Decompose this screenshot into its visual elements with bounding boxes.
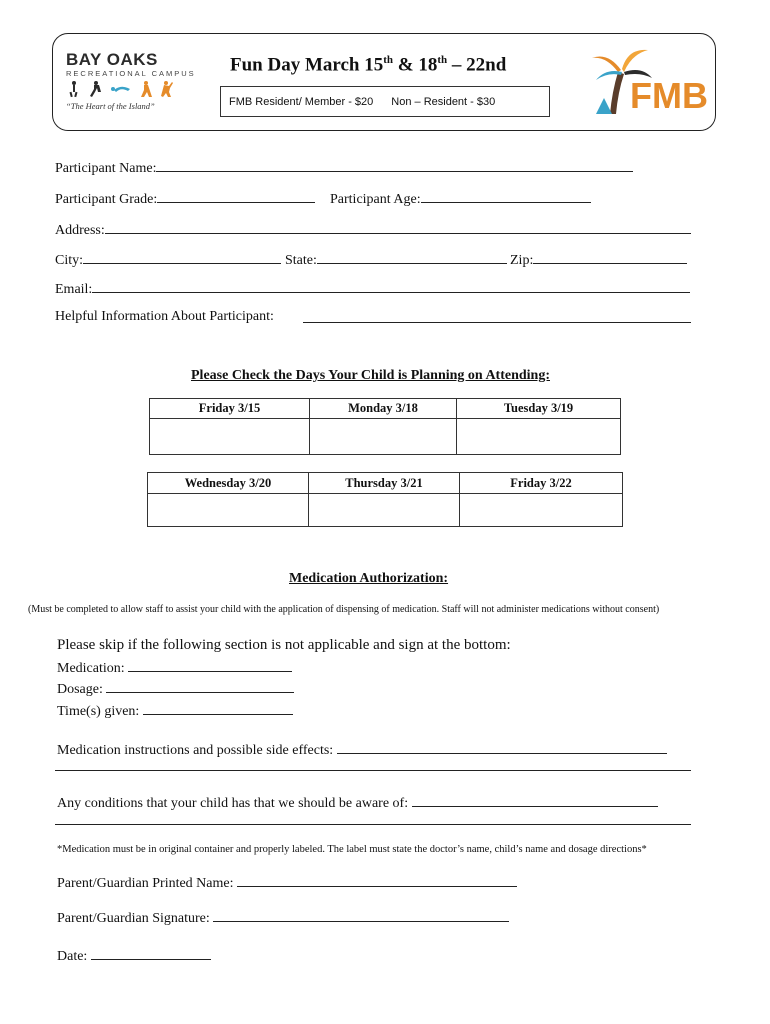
city-line[interactable] (83, 250, 281, 264)
medication-title: Medication Authorization: (289, 571, 449, 586)
day-header-wednesday-320: Wednesday 3/20 (148, 473, 309, 494)
day-checkbox-friday-322[interactable] (460, 494, 623, 527)
logo-brand: BAY OAKS (66, 50, 158, 69)
state-field[interactable]: State: (285, 250, 507, 269)
price-nonresident: Non – Resident - $30 (391, 95, 496, 108)
conditions-line-2[interactable] (55, 811, 691, 830)
helpful-info-field[interactable]: Helpful Information About Participant: (55, 309, 274, 324)
day-checkbox-monday-318[interactable] (310, 419, 457, 455)
dosage-field[interactable]: Dosage: (57, 679, 294, 698)
day-header-thursday-321: Thursday 3/21 (309, 473, 460, 494)
logo-tagline: “The Heart of the Island” (66, 101, 155, 111)
medication-field[interactable]: Medication: (57, 658, 292, 677)
date-field[interactable]: Date: (57, 946, 211, 965)
participant-name-line[interactable] (156, 158, 633, 172)
printed-name-line[interactable] (237, 873, 517, 887)
fmb-logo (588, 42, 708, 122)
day-checkbox-thursday-321[interactable] (309, 494, 460, 527)
days-table-1 (149, 398, 621, 455)
day-checkbox-tuesday-319[interactable] (457, 419, 621, 455)
participant-grade-line[interactable] (157, 189, 315, 203)
times-given-field[interactable]: Time(s) given: (57, 701, 293, 720)
day-header-monday-318: Monday 3/18 (310, 399, 457, 419)
zip-line[interactable] (533, 250, 687, 264)
printed-name-field[interactable]: Parent/Guardian Printed Name: (57, 873, 517, 892)
address-line[interactable] (105, 220, 691, 234)
helpful-info-line[interactable] (303, 309, 691, 328)
state-line[interactable] (317, 250, 507, 264)
instructions-line-2[interactable] (55, 757, 691, 776)
address-field[interactable]: Address: (55, 220, 691, 239)
participant-grade-field[interactable]: Participant Grade: (55, 189, 315, 208)
email-line[interactable] (92, 279, 690, 293)
signature-field[interactable]: Parent/Guardian Signature: (57, 908, 509, 927)
participant-age-line[interactable] (421, 189, 591, 203)
day-header-tuesday-319: Tuesday 3/19 (457, 399, 621, 419)
price-resident: FMB Resident/ Member - $20 (229, 95, 374, 108)
signature-line[interactable] (213, 908, 509, 922)
date-line[interactable] (91, 946, 211, 960)
instructions-field[interactable]: Medication instructions and possible side effects: (57, 740, 667, 759)
logo-subtitle: RECREATIONAL CAMPUS (66, 69, 196, 78)
instructions-line-1[interactable] (337, 740, 667, 754)
days-title: Please Check the Days Your Child is Planning on Attending: (191, 368, 550, 383)
days-table-2 (147, 472, 623, 527)
city-field[interactable]: City: (55, 250, 281, 269)
conditions-field[interactable]: Any conditions that your child has that we should be aware of: (57, 793, 658, 812)
day-header-friday-322: Friday 3/22 (460, 473, 623, 494)
participant-name-field[interactable]: Participant Name: (55, 158, 633, 177)
participant-age-field[interactable]: Participant Age: (330, 189, 591, 208)
bay-oaks-logo (66, 50, 196, 120)
skip-instruction: Please skip if the following section is not applicable and sign at the bottom: (57, 637, 511, 653)
fmb-letters: FMB (630, 75, 708, 116)
email-field[interactable]: Email: (55, 279, 690, 298)
fmb-palm-icon (588, 42, 708, 122)
container-note: *Medication must be in original container and properly labeled. The label must state the doctor’s name, child’s name and dosage directions* (57, 844, 647, 855)
dosage-line[interactable] (106, 679, 294, 693)
times-given-line[interactable] (143, 701, 293, 715)
day-header-friday-315: Friday 3/15 (150, 399, 310, 419)
day-checkbox-wednesday-320[interactable] (148, 494, 309, 527)
medication-note: (Must be completed to allow staff to assist your child with the application of dispensing of medication. Staff will not administer medications without consent) (28, 604, 660, 615)
medication-line[interactable] (128, 658, 292, 672)
day-checkbox-friday-315[interactable] (150, 419, 310, 455)
conditions-line-1[interactable] (412, 793, 658, 807)
pricing-box (220, 86, 550, 117)
sports-figures-icon (66, 80, 176, 98)
zip-field[interactable]: Zip: (510, 250, 687, 269)
event-title: Fun Day March 15th & 18th – 22nd (230, 54, 507, 76)
